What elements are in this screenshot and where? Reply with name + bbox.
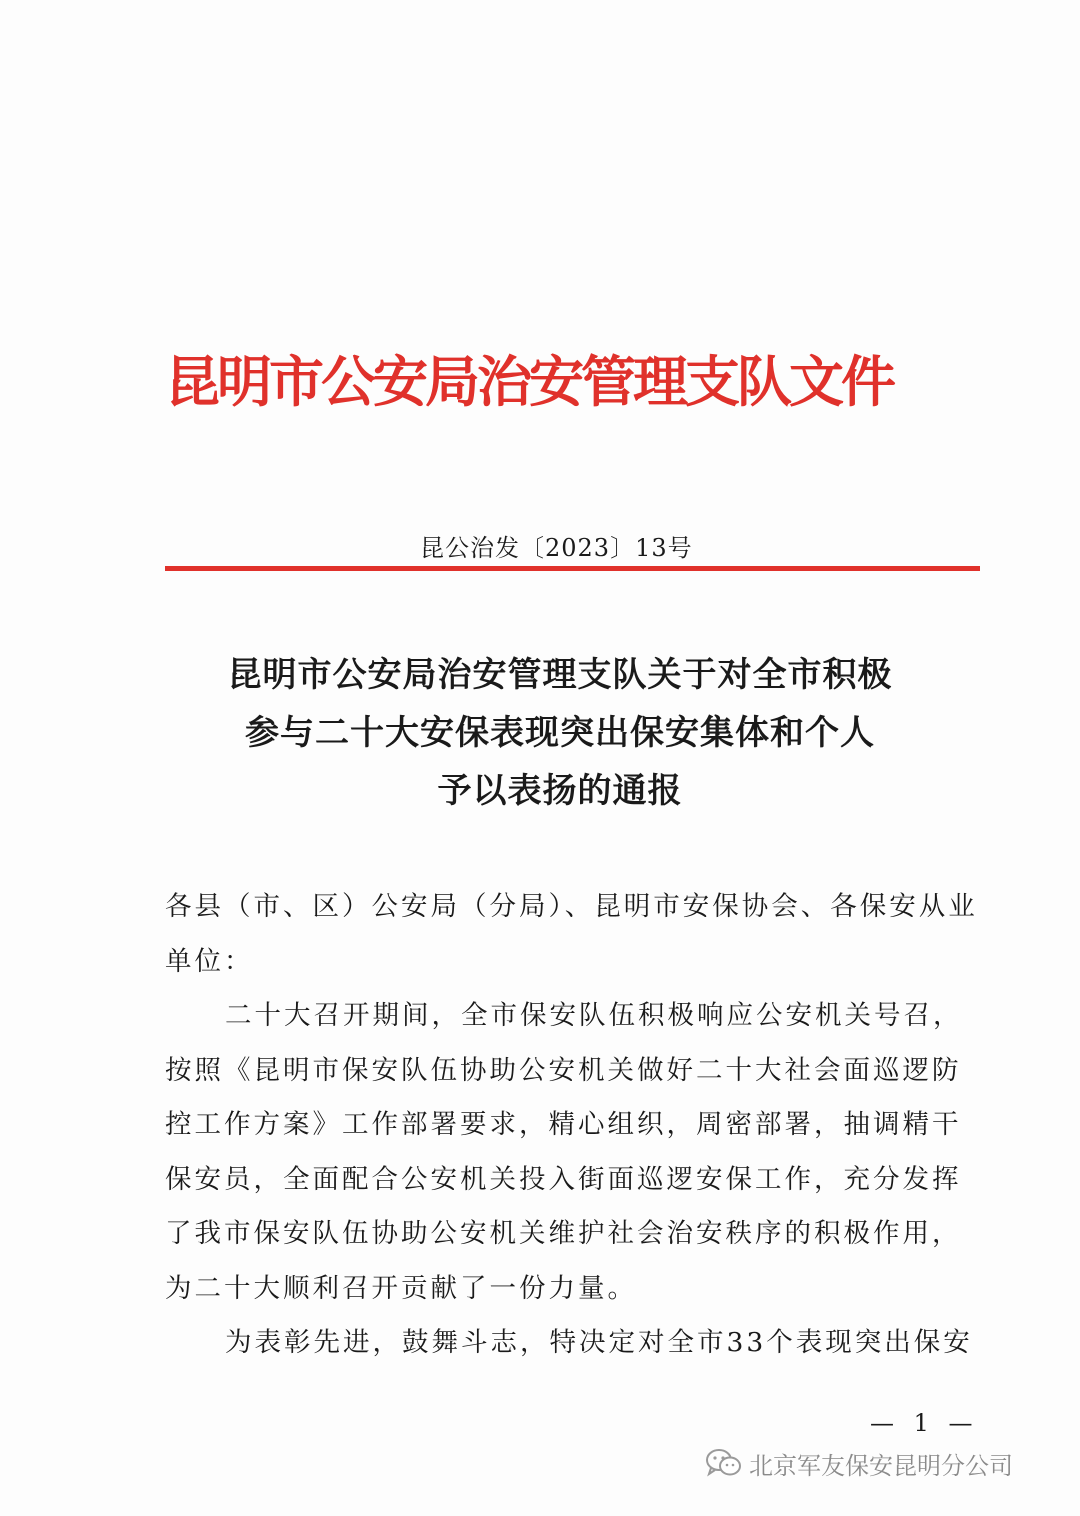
red-divider-line [165,566,980,571]
document-title [170,646,950,820]
red-header-title: 昆明市公安局治安管理支队文件 [165,350,894,414]
body-line: 为表彰先进，鼓舞斗志，特决定对全市33个表现突出保安 [225,1327,973,1358]
body-line: 控工作方案》工作部署要求，精心组织，周密部署，抽调精干 [165,1109,962,1140]
body-line: 了我市保安队伍协助公安机关维护社会治安秩序的积极作用， [165,1218,962,1249]
title-line: 予以表扬的通报 [437,771,683,811]
watermark [705,1443,1013,1483]
document-body [165,880,978,1371]
body-line: 二十大召开期间，全市保安队伍积极响应公安机关号召， [225,1000,963,1031]
body-line: 为二十大顺利召开贡献了一份力量。 [165,1272,637,1304]
body-line: 保安员，全面配合公安机关投入街面巡逻安保工作，充分发挥 [165,1163,962,1195]
wechat-icon [705,1448,743,1478]
watermark-text: 北京军友保安昆明分公司 [749,1451,1013,1480]
title-line: 昆明市公安局治安管理支队关于对全市积极 [227,655,893,695]
addressee-line: 单位： [165,945,254,977]
body-line: 按照《昆明市保安队伍协助公安机关做好二十大社会面巡逻防 [165,1054,962,1086]
document-number: 昆公治发〔2023〕13号 [420,534,693,562]
page-number: — 1 — [870,1409,979,1437]
addressee-line: 各县（市、区）公安局（分局）、昆明市安保协会、各保安从业 [165,891,978,922]
title-line: 参与二十大安保表现突出保安集体和个人 [245,713,875,753]
